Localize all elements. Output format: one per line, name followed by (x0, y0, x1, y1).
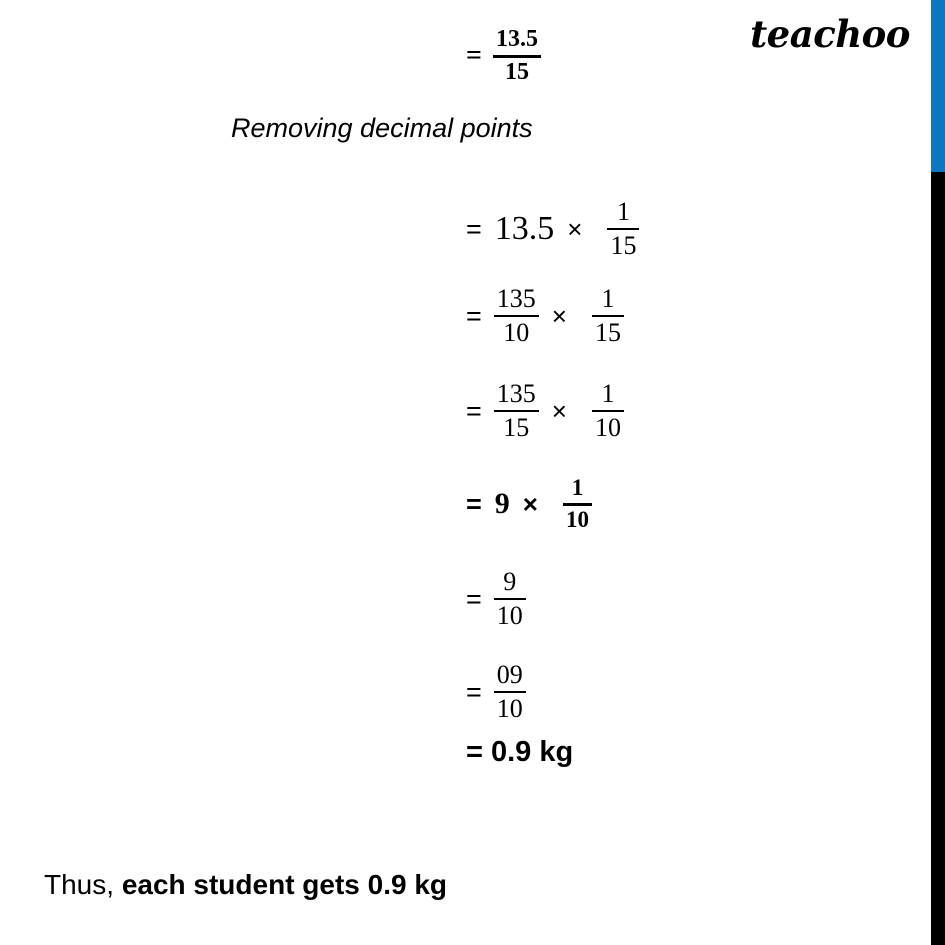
equals-sign: = (466, 676, 482, 707)
multiplication-sign: × (551, 301, 567, 332)
multiplication-sign: × (567, 214, 583, 245)
equals-sign: = (466, 40, 482, 72)
fraction-denominator: 15 (594, 318, 621, 348)
fraction-denominator: 10 (496, 694, 523, 724)
fraction-bar (493, 55, 541, 58)
fraction-13-5-over-15 (493, 27, 541, 86)
fraction-1-over-15 (592, 285, 624, 347)
fraction-09-over-10 (494, 661, 526, 723)
fraction-9-over-10 (494, 568, 526, 630)
fraction-numerator: 1 (616, 197, 630, 226)
fraction-135-over-10 (494, 285, 539, 347)
fraction-denominator: 10 (594, 413, 621, 443)
accent-bar-black (931, 172, 945, 945)
fraction-denominator: 10 (496, 601, 523, 631)
fraction-numerator: 09 (496, 660, 523, 689)
fraction-135-over-15 (494, 380, 539, 442)
conclusion-emphasis: each student gets 0.9 kg (121, 869, 448, 900)
fraction-1-over-15 (607, 198, 639, 260)
multiplication-sign: × (522, 489, 538, 520)
math-step-2 (466, 198, 639, 260)
removing-decimal-points-note: Removing decimal points (231, 113, 533, 143)
fraction-numerator: 9 (503, 567, 517, 596)
equals-sign: = (466, 583, 482, 614)
conclusion-statement (44, 868, 447, 902)
fraction-numerator: 135 (496, 284, 536, 313)
fraction-bar (607, 228, 639, 230)
math-step-5 (466, 476, 592, 533)
math-step-1 (466, 27, 541, 86)
fraction-denominator: 15 (503, 413, 530, 443)
fraction-bar (592, 410, 624, 412)
fraction-bar (592, 315, 624, 317)
equals-sign: = (466, 395, 482, 426)
fraction-1-over-10 (563, 476, 592, 533)
math-step-6 (466, 568, 526, 630)
fraction-bar (563, 503, 592, 506)
fraction-denominator: 15 (504, 58, 529, 85)
equals-sign: = (466, 300, 482, 331)
fraction-bar (494, 315, 539, 317)
equals-sign: = (466, 213, 482, 244)
fraction-denominator: 10 (503, 318, 530, 348)
fraction-denominator: 15 (610, 231, 637, 261)
fraction-numerator: 135 (496, 379, 536, 408)
teachoo-logo: teachoo (750, 12, 910, 56)
math-step-4 (466, 380, 624, 442)
math-step-3 (466, 285, 624, 347)
fraction-numerator: 1 (601, 379, 615, 408)
whole-number-value: 9 (494, 487, 510, 521)
conclusion-lead: Thus, (44, 869, 122, 900)
final-answer: = 0.9 kg (466, 736, 574, 768)
accent-bar-blue (931, 0, 945, 172)
fraction-bar (494, 691, 526, 693)
fraction-numerator: 13.5 (495, 26, 538, 52)
math-step-7 (466, 661, 526, 723)
fraction-numerator: 1 (571, 475, 584, 500)
fraction-1-over-10 (592, 380, 624, 442)
equals-sign: = (466, 488, 482, 519)
decimal-value: 13.5 (494, 210, 555, 248)
multiplication-sign: × (551, 396, 567, 427)
fraction-denominator: 10 (565, 506, 589, 532)
fraction-bar (494, 410, 539, 412)
fraction-numerator: 1 (601, 284, 615, 313)
fraction-bar (494, 598, 526, 600)
